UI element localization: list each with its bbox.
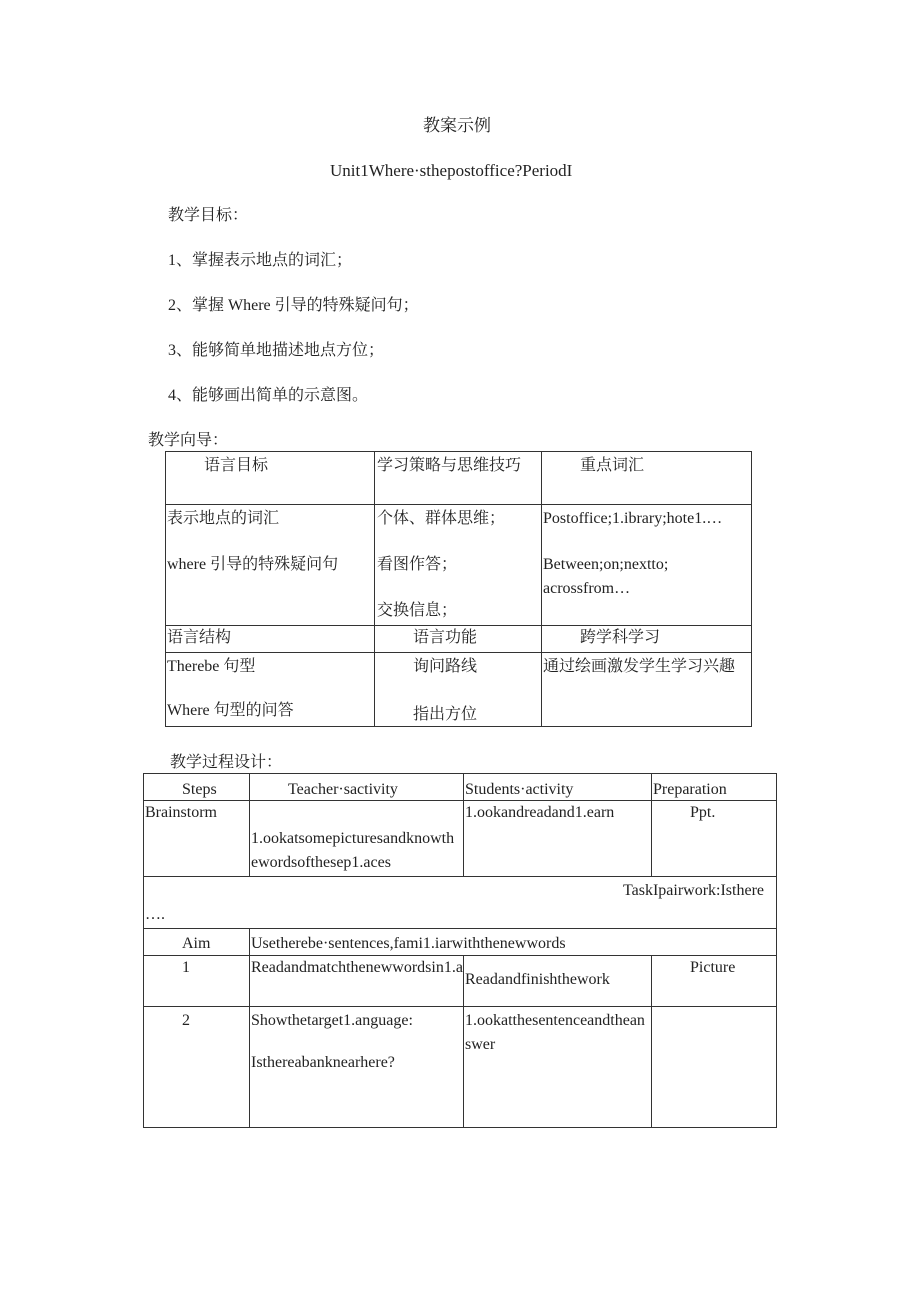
- guide-header-cell: [375, 452, 542, 505]
- process-cell: [250, 956, 464, 1007]
- aim-text: Usetherebe·sentences,fami1.iarwiththenewwords: [251, 935, 566, 952]
- process-cell: [144, 956, 250, 1007]
- guide-table: [165, 451, 752, 727]
- guide-text: acrossfrom…: [543, 580, 631, 597]
- guide-cell: [375, 653, 542, 727]
- guide-header-cell: [542, 626, 752, 653]
- step-number: 1: [182, 959, 190, 976]
- guide-text: 个体、群体思维；: [377, 510, 506, 527]
- guide-header-cell: [166, 452, 375, 505]
- guide-text: Between;on;nextto;: [543, 556, 669, 573]
- guide-header-function: 语言功能: [413, 629, 478, 646]
- process-cell: [464, 801, 652, 877]
- guide-text: Where 句型的问答: [167, 702, 294, 719]
- process-header-cell: [464, 774, 652, 801]
- guide-cell: [166, 505, 375, 626]
- objective-item: 4、能够画出简单的示意图。: [168, 387, 369, 404]
- objective-item: 3、能够简单地描述地点方位；: [168, 342, 385, 359]
- teacher-activity-text: Showthetarget1.anguage:: [251, 1012, 413, 1029]
- header-preparation: Preparation: [653, 781, 727, 798]
- doc-title: 教案示例: [423, 116, 491, 135]
- preparation-text: Picture: [690, 959, 736, 976]
- process-cell: [652, 1007, 777, 1128]
- process-header-cell: [250, 774, 464, 801]
- objectives-heading: 教学目标：: [168, 207, 249, 224]
- objective-item: 1、掌握表示地点的词汇；: [168, 252, 353, 269]
- process-cell: [144, 801, 250, 877]
- process-cell: [250, 801, 464, 877]
- guide-text: 指出方位: [413, 706, 478, 723]
- guide-text: 交换信息；: [377, 602, 458, 619]
- preparation-text: Ppt.: [690, 804, 716, 821]
- header-steps: Steps: [182, 781, 217, 798]
- guide-text: 看图作答；: [377, 556, 458, 573]
- header-students-activity: Students·activity: [465, 781, 574, 798]
- process-table: [143, 773, 777, 1128]
- guide-cell: [375, 505, 542, 626]
- process-cell: [652, 801, 777, 877]
- process-heading: 教学过程设计：: [170, 754, 283, 771]
- process-header-cell: [652, 774, 777, 801]
- header-teacher-activity: Teacher·sactivity: [288, 781, 398, 798]
- teacher-activity-text: 1.ookatsomepicturesandknowthewordsofthesep1.aces: [251, 830, 455, 871]
- process-cell: [144, 1007, 250, 1128]
- guide-heading: 教学向导：: [148, 432, 229, 449]
- guide-header-cell: [542, 452, 752, 505]
- guide-cell: [166, 653, 375, 727]
- doc-subtitle: Unit1Where·sthepostoffice?PeriodI: [330, 161, 573, 180]
- guide-text: 表示地点的词汇: [167, 510, 280, 527]
- aim-label: Aim: [182, 935, 211, 952]
- guide-header-structure: 语言结构: [167, 629, 232, 646]
- guide-text: Therebe 句型: [167, 658, 256, 675]
- process-cell: [144, 929, 250, 956]
- process-cell: [464, 1007, 652, 1128]
- process-cell: [464, 956, 652, 1007]
- guide-text: Postoffice;1.ibrary;hote1.…: [543, 510, 723, 527]
- guide-text: 通过绘画激发学生学习兴趣: [543, 658, 736, 675]
- objective-item: 2、掌握 Where 引导的特殊疑问句；: [168, 297, 419, 314]
- guide-cell: [542, 653, 752, 727]
- guide-header-language-goal: 语言目标: [204, 457, 269, 474]
- teacher-activity-text: Isthereabanknearhere?: [251, 1054, 395, 1071]
- guide-header-strategy: 学习策略与思维技巧: [377, 457, 522, 474]
- process-cell: [250, 929, 777, 956]
- teacher-activity-text: Readandmatchthenewwordsin1.a: [251, 959, 463, 976]
- guide-text: 询问路线: [413, 658, 478, 675]
- students-activity-text: 1.ookatthesentenceandtheanswer: [465, 1012, 645, 1053]
- guide-header-crossdisc: 跨学科学习: [580, 629, 661, 646]
- guide-cell: [542, 505, 752, 626]
- guide-header-vocab: 重点词汇: [580, 457, 645, 474]
- step-brainstorm: Brainstorm: [145, 804, 217, 821]
- process-header-cell: [144, 774, 250, 801]
- task-title: TaskIpairwork:Isthere: [622, 882, 764, 899]
- step-number: 2: [182, 1012, 190, 1029]
- guide-text: where 引导的特殊疑问句: [167, 556, 339, 573]
- students-activity-text: 1.ookandreadand1.earn: [465, 804, 615, 821]
- task-title-continued: ….: [145, 906, 165, 923]
- guide-header-cell: [375, 626, 542, 653]
- process-cell: [250, 1007, 464, 1128]
- students-activity-text: Readandfinishthework: [465, 971, 610, 988]
- process-cell: [652, 956, 777, 1007]
- guide-header-cell: [166, 626, 375, 653]
- task-row: [144, 877, 777, 929]
